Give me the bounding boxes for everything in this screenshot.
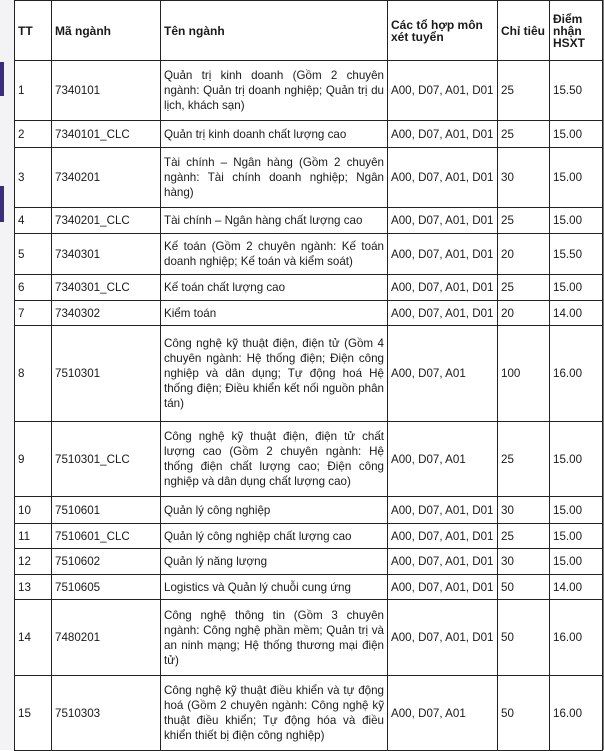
cell-name: Tài chính – Ngân hàng chất lượng cao <box>161 208 388 234</box>
cell-name: Quản lý năng lượng <box>161 549 388 575</box>
cell-tt: 6 <box>15 275 52 301</box>
cell-combos: A00, D07, A01, D01 <box>388 575 498 600</box>
cell-score: 15.00 <box>550 497 603 524</box>
cell-tt: 3 <box>15 148 52 208</box>
cell-score: 16.00 <box>550 676 603 751</box>
cell-name: Công nghệ kỹ thuật điều khiển và tự động hoá (Gồm 2 chuyên ngành: Công nghệ kỹ thuật điều khiển; Tự động hóa và điều khiển thiết bị điện công nghiệp) <box>161 676 388 751</box>
cell-tt: 13 <box>15 575 52 600</box>
table-row <box>15 61 603 121</box>
cell-code: 7510301_CLC <box>52 422 161 497</box>
cell-code: 7340301_CLC <box>52 275 161 301</box>
table-row <box>15 275 603 301</box>
cell-score: 15.00 <box>550 121 603 148</box>
cell-combos: A00, D07, A01, D01 <box>388 301 498 326</box>
cell-quota: 100 <box>498 326 550 422</box>
cell-name: Công nghệ thông tin (Gồm 3 chuyên ngành: Công nghệ phần mềm; Quản trị và an ninh mạng; Hệ thống thương mại điện tử) <box>161 600 388 676</box>
cell-score: 15.00 <box>550 524 603 549</box>
table-row <box>15 422 603 497</box>
cell-code: 7340201_CLC <box>52 208 161 234</box>
table-row <box>15 208 603 234</box>
cell-quota: 25 <box>498 275 550 301</box>
cell-code: 7510601 <box>52 497 161 524</box>
table-row <box>15 676 603 751</box>
cell-quota: 20 <box>498 234 550 275</box>
cell-quota: 25 <box>498 208 550 234</box>
cell-tt: 9 <box>15 422 52 497</box>
cell-score: 14.00 <box>550 301 603 326</box>
cell-tt: 1 <box>15 61 52 121</box>
cell-combos: A00, D07, A01, D01 <box>388 600 498 676</box>
cell-tt: 4 <box>15 208 52 234</box>
cell-tt: 2 <box>15 121 52 148</box>
cell-code: 7340301 <box>52 234 161 275</box>
cell-quota: 25 <box>498 524 550 549</box>
header-combos: Các tổ hợp môn xét tuyển <box>388 1 498 61</box>
cell-code: 7340201 <box>52 148 161 208</box>
cell-quota: 50 <box>498 600 550 676</box>
table-row <box>15 497 603 524</box>
table-row <box>15 549 603 575</box>
cell-combos: A00, D07, A01, D01 <box>388 148 498 208</box>
table-row <box>15 301 603 326</box>
cell-combos: A00, D07, A01, D01 <box>388 497 498 524</box>
table-row <box>15 600 603 676</box>
cell-tt: 5 <box>15 234 52 275</box>
table-row <box>15 524 603 549</box>
cell-name: Quản trị kinh doanh (Gồm 2 chuyên ngành: Quản trị doanh nghiệp; Quản trị du lịch, khách sạn) <box>161 61 388 121</box>
table-row <box>15 326 603 422</box>
table-row <box>15 575 603 600</box>
header-code: Mã ngành <box>52 1 161 61</box>
cell-code: 7340101_CLC <box>52 121 161 148</box>
cell-code: 7510605 <box>52 575 161 600</box>
cell-combos: A00, D07, A01, D01 <box>388 524 498 549</box>
edge-marker <box>0 62 4 96</box>
cell-quota: 25 <box>498 121 550 148</box>
cell-score: 15.50 <box>550 234 603 275</box>
cell-combos: A00, D07, A01, D01 <box>388 549 498 575</box>
cell-name: Tài chính – Ngân hàng (Gồm 2 chuyên ngành: Tài chính doanh nghiệp; Ngân hàng) <box>161 148 388 208</box>
header-row <box>15 1 603 61</box>
cell-code: 7510601_CLC <box>52 524 161 549</box>
cell-combos: A00, D07, A01, D01 <box>388 234 498 275</box>
table-row <box>15 148 603 208</box>
cell-name: Quản trị kinh doanh chất lượng cao <box>161 121 388 148</box>
cell-tt: 7 <box>15 301 52 326</box>
cell-quota: 30 <box>498 497 550 524</box>
cell-score: 15.00 <box>550 275 603 301</box>
cell-name: Kế toán (Gồm 2 chuyên ngành: Kế toán doanh nghiệp; Kế toán và kiểm soát) <box>161 234 388 275</box>
cell-tt: 14 <box>15 600 52 676</box>
cell-quota: 25 <box>498 422 550 497</box>
cell-quota: 30 <box>498 549 550 575</box>
cell-quota: 30 <box>498 148 550 208</box>
cell-score: 15.00 <box>550 549 603 575</box>
header-name: Tên ngành <box>161 1 388 61</box>
cell-quota: 20 <box>498 301 550 326</box>
cell-combos: A00, D07, A01 <box>388 326 498 422</box>
cell-tt: 10 <box>15 497 52 524</box>
table-row <box>15 234 603 275</box>
cell-quota: 50 <box>498 575 550 600</box>
cell-combos: A00, D07, A01 <box>388 422 498 497</box>
edge-marker <box>0 186 4 222</box>
cell-name: Quản lý công nghiệp chất lượng cao <box>161 524 388 549</box>
cell-score: 15.00 <box>550 148 603 208</box>
cell-code: 7480201 <box>52 600 161 676</box>
cell-tt: 15 <box>15 676 52 751</box>
header-score: Điểm nhận HSXT <box>550 1 603 61</box>
cell-code: 7510301 <box>52 326 161 422</box>
cell-score: 16.00 <box>550 600 603 676</box>
cell-score: 15.50 <box>550 61 603 121</box>
header-tt: TT <box>15 1 52 61</box>
admission-table <box>14 0 603 751</box>
cell-score: 16.00 <box>550 326 603 422</box>
cell-name: Kế toán chất lượng cao <box>161 275 388 301</box>
cell-code: 7510303 <box>52 676 161 751</box>
cell-name: Kiểm toán <box>161 301 388 326</box>
cell-score: 15.00 <box>550 422 603 497</box>
cell-name: Công nghệ kỹ thuật điện, điện tử chất lượng cao (Gồm 2 chuyên ngành: Hệ thống điện chất lượng cao; Điện công nghiệp và dân dụng chất lượng cao) <box>161 422 388 497</box>
cell-quota: 50 <box>498 676 550 751</box>
cell-tt: 11 <box>15 524 52 549</box>
table-row <box>15 121 603 148</box>
header-quota: Chỉ tiêu <box>498 1 550 61</box>
cell-quota: 25 <box>498 61 550 121</box>
cell-code: 7340302 <box>52 301 161 326</box>
cell-tt: 8 <box>15 326 52 422</box>
cell-combos: A00, D07, A01, D01 <box>388 121 498 148</box>
cell-score: 15.00 <box>550 208 603 234</box>
cell-combos: A00, D07, A01, D01 <box>388 61 498 121</box>
cell-combos: A00, D07, A01, D01 <box>388 208 498 234</box>
cell-name: Quản lý công nghiệp <box>161 497 388 524</box>
cell-name: Công nghệ kỹ thuật điện, điện tử (Gồm 4 chuyên ngành: Hệ thống điện; Điện công nghiệp và dân dụng; Tự động hoá Hệ thống điện; Điều khiển kết nối nguồn phân tán) <box>161 326 388 422</box>
left-edge-strip <box>0 0 14 750</box>
cell-tt: 12 <box>15 549 52 575</box>
cell-score: 14.00 <box>550 575 603 600</box>
cell-name: Logistics và Quản lý chuỗi cung ứng <box>161 575 388 600</box>
cell-code: 7340101 <box>52 61 161 121</box>
cell-combos: A00, D07, A01, D01 <box>388 275 498 301</box>
cell-combos: A00, D07, A01 <box>388 676 498 751</box>
cell-code: 7510602 <box>52 549 161 575</box>
